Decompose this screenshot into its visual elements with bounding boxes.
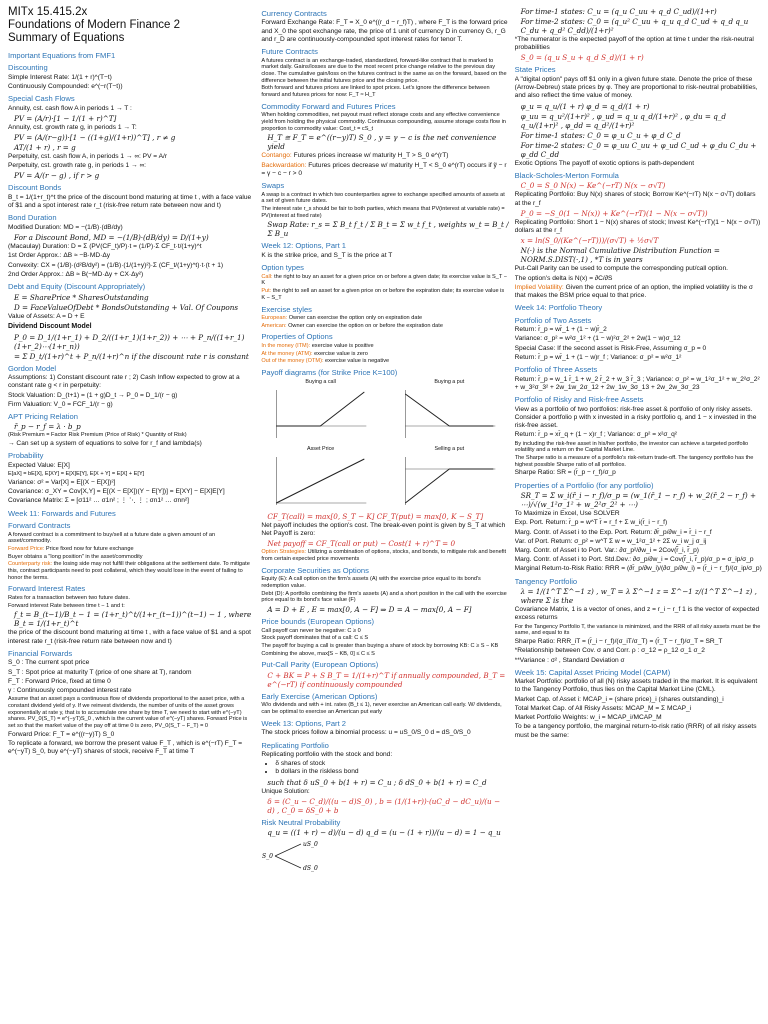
section-heading: Week 15: Capital Asset Pricing Model (CAPM) (514, 667, 671, 677)
section-heading: Discounting (8, 63, 48, 73)
text-line: Replicating portfolio with the stock and bond: (261, 751, 393, 759)
payoff-line (405, 394, 493, 426)
bullet-item: • b dollars in the riskless bond (275, 768, 508, 776)
text-line: Marg. Contr. of Asset i to the Exp. Port. Return: ∂r̄_p/∂w_i = r̄_i − r_f (514, 528, 712, 536)
text-line: Value of Assets: A = D + E (8, 312, 85, 320)
payoff-line (277, 459, 365, 503)
text-line: F_T : Forward Price, fixed at time 0 (8, 677, 111, 685)
bullet-item: • δ shares of stock (275, 760, 508, 768)
formula-line: PV = (A/r)·[1 − 1/(1 + r)^T] (14, 113, 117, 123)
text-line: S_0 : The current spot price (8, 659, 90, 667)
text-line: The stock prices follow a binomial process: u = uS_0/S_0 d = dS_0/S_0 (261, 729, 471, 737)
note-text: For the Tangency Portfolio T, the variance is minimized, and the RRR of all risky assets must be the same, and equal to its (514, 623, 761, 637)
section-heading: Put-Call Parity (European Options) (261, 660, 379, 670)
section-heading: Week 11: Forwards and Futures (8, 508, 116, 518)
text-line: Annuity, cst. growth rate g, in periods 1 → T: (8, 123, 137, 131)
note-text: Forward Price: Price fixed now for future exchange (8, 545, 134, 552)
text-line: Return: r̄_p = w_1 r̄_1 + w_2 r̄_2 + w_3 r̄_3 ; Variance: σ_p² = w_1²σ_1² + w_2²σ_2² + w_3²σ_3² + 2w_1w_2σ_12 + 2w_1w_3σ_13 + 2w_2w_3σ_23 (514, 375, 760, 391)
text-line: Sharpe Ratio: SR = (r̄_p − r_f)/σ_p (514, 469, 616, 477)
text-line: Implied Volatility: Given the current price of an option, the implied volatility is the σ that makes the BSM price equal to that price. (514, 283, 753, 300)
title-line-1: MITx 15.415.2x (8, 6, 88, 18)
text-line: Variance: σ² = Var[X] = E[(X − E[X])²] (8, 478, 116, 486)
text-line: *The numerator is the expected payoff of the option at time t under the risk-neutral probabilities (514, 36, 754, 52)
formula-line: For time-2 states: C_0 = (q_u² C_uu + q_u q_d C_ud + q_d q_u C_du + q_d² C_dd)/(1+r)² (520, 17, 749, 35)
text-line: B_t = 1/(1+r_t)^t the price of the discount bond maturing at time t , with a face value of $1 and a spot interest rate r_t (risk-free return rate between now and t) (8, 193, 252, 210)
section-heading: Debt and Equity (Discount Appropriately) (8, 282, 146, 292)
section-heading: Swaps (261, 181, 285, 191)
diagram-caption: Selling a put (434, 446, 465, 453)
text-line: *Relationship between Cov. σ and Corr. ρ : σ_12 = ρ_12 σ_1 σ_2 (514, 647, 705, 655)
binomial-tree (261, 838, 508, 874)
note-text: Option Strategies: Utilizing a combination of options, stocks, and bonds, to mitigate risk and benefit from certain expected price movements (261, 549, 507, 563)
note-text: Combining the above, max[S − KB, 0] ≤ C ≤ S (261, 650, 375, 657)
formula-line: D = FaceValueOfDebt * BondsOutstanding + Val. Of Coupons (14, 302, 239, 312)
formula-line: q_u = ((1 + r) − d)/(u − d) q_d = (u − (1 + r))/(u − d) = 1 − q_u (267, 828, 501, 838)
note-text: Out of the money (OTM): exercise value is negative (261, 358, 390, 365)
section-heading: Week 14: Portfolio Theory (514, 303, 603, 313)
tree-up-label: uS_0 (303, 841, 319, 849)
section-heading: Important Equations from FMF1 (8, 50, 116, 60)
text-line: Perpetuity, cst. cash flow A, in periods 1 → ∞: PV = A/r (8, 153, 168, 161)
text-line: Return: r̄_p = xr̄_q + (1 − x)r_f ; Variance: σ_p² = x²σ_q² (514, 431, 677, 439)
payoff-diagram-buy-call (261, 379, 380, 442)
text-line: Backwardation: Futures prices decrease w/ maturity H_T < S_0 e^(rT) occurs if ỹ − r = γ − c − r > 0 (261, 161, 507, 177)
formula-line: PV = A/(r − g) , if r > g (14, 171, 100, 181)
text-line: Convexity: CX = (1/B)·(d²B/dy²) = (1/B)·(1/(1+y)²)·Σ (CF_t/(1+y)^t)·t·(t + 1) (8, 261, 224, 269)
payoff-diagrams (261, 379, 508, 509)
section-heading: Price bounds (European Options) (261, 617, 375, 627)
text-line: To replicate a forward, we borrow the present value F_T , which is e^(−rT) F_T = e^(−yT) S_0, buy e^(−yT) shares of stock, receive F_T at time T (8, 739, 243, 756)
text-line: Firm Valuation: V_0 = FCF_1/(r − g) (8, 400, 113, 408)
section-heading: Early Exercise (American Options) (261, 691, 378, 701)
tree-down-label: dS_0 (303, 865, 319, 873)
section-heading: Currency Contracts (261, 9, 327, 18)
sell-put-plot (390, 453, 509, 509)
formula-line: A = D + E , E = max[0, A − F] ⇒ D = A − max[0, A − F] (267, 605, 472, 615)
note-text: Call: the right to buy an asset for a given price on or before a given date; its exercise value is S_T − K (261, 273, 508, 287)
note-text: The Sharpe ratio is a measure of a portfolio's risk-return trade-off. The tangency portfolio has the highest possible Sharpe ratio of all portfolios. (514, 454, 754, 468)
note-text: Both forward and futures prices are linked to spot prices. Let's ignore the difference between forward and futures prices for now: F_T ≈ H_T (261, 85, 490, 99)
note-text: A futures contract is an exchange-traded, standardized, forward-like contract that is marked to market daily. Gains/losses are due to the most recent price change relative to the previous day close. The cumulative gain/loss on the futures contract is the same as on the forward, based on the difference between the initial futures price and the closing price. (261, 57, 507, 84)
note-text: The interest rate r_s should be fair to both parties, which means that PV(interest at variable rate) = PV(interest at fixed rate) (261, 206, 505, 219)
text-line: Variance: σ_p² = w²σ_1² + (1 − w)²σ_2² + 2w(1 − w)σ_12 (514, 335, 681, 343)
text-line: Unique Solution: (261, 787, 310, 795)
section-heading: Gordon Model (8, 363, 57, 373)
title-line-3: Summary of Equations (8, 31, 125, 44)
text-line: To be a tangency portfolio, the marginal return-to-risk ratio (RRR) of all risky assets must be the same: (514, 723, 757, 739)
formula-line: δ = (C_u − C_d)/((u − d)S_0) , b = (1/(1+r))·(uC_d − dC_u)/(u − d) , C_0 = δS_0 + b (267, 796, 500, 815)
section-heading: Option types (261, 263, 304, 273)
text-line: K is the strike price, and S_T is the price at T (261, 251, 393, 259)
note-text: Forward interest Rate between time t − 1 and t: (8, 602, 125, 609)
text-line: Perpetuity, cst. growth rate g, in periods 1 → ∞: (8, 162, 146, 170)
section-heading: Commodity Forward and Futures Prices (261, 101, 396, 111)
section-heading: Portfolio of Two Assets (514, 315, 592, 325)
text-line: Sharpe Ratio: RRR_iT = (r̄_i − r_f)/(σ_iT/σ_T) = (r̄_T − r_f)/σ_T = SR_T (514, 638, 723, 646)
diagram-caption: Buying a call (305, 379, 336, 386)
formula-line: φ_u = q_u/(1 + r) φ_d = q_d/(1 + r) (520, 101, 650, 111)
note-text: The payoff for buying a call is greater than buying a share of stock by borrowing KB: C ≥ S − KB (261, 643, 499, 650)
note-text: Buyer obtains a "long position" in the asset/commodity (8, 553, 143, 560)
asset-plot (261, 453, 380, 509)
note-text: Equity (E): A call option on the firm's assets (A) with the exercise price equal to its bond's redemption value. (261, 576, 481, 590)
text-line: Exotic Options The payoff of exotic options is path-dependent (514, 159, 695, 167)
text-line: Marginal Return-to-Risk Ratio: RRR = (∂r̄_p/∂w_i)/(∂σ_p/∂w_i) = (r̄_i − r_f)/(σ_ip/σ_p) (514, 565, 762, 573)
text-line: 1st Order Approx.: ΔB ≈ −B·MD·Δy (8, 252, 111, 260)
text-line: Assumptions: 1) Constant discount rate r ; 2) Cash Inflow expected to grow at a constant rate g < r in perpetuity: (8, 374, 240, 390)
section-heading: Risk Neutral Probability (261, 817, 341, 827)
text-line: Replicating Portfolio: Buy N(x) shares of stock; Borrow Ke^(−rT) N(x − σ√T) dollars at the r_f (514, 191, 756, 207)
section-heading: Portfolio of Three Assets (514, 365, 598, 375)
section-heading: Tangency Portfolio (514, 576, 578, 586)
text-line: (Macaulay) Duration: D = Σ (PV(CF_t)/P)·t = (1/P)·Σ CF_t·t/(1+y)^t (8, 243, 202, 251)
note-text: Counterparty risk: the losing side may not fulfill their obligations at the settlement date. To mitigate this, contract participants need to post collateral, which they would lose in the event of failing to honor the terms. (8, 561, 250, 581)
formula-line: C + BK = P + S B_T = 1/(1+r)^T if annually compounded, B_T = e^(−rT) if continuously compounded (267, 670, 506, 689)
text-line: Replicating Portfolio: Short 1 − N(x) shares of stock; Invest Ke^(−rT)(1 − N(x − σ√T)) dollars at the r_f (514, 218, 761, 235)
formula-line: Net payoff = CF_T(call or put) − Cost(1 + r)^T = 0 (267, 539, 456, 549)
section-heading: Special Cash Flows (8, 94, 75, 104)
note-text: Debt (D): A portfolio combining the firm's assets (A) and a short position in the call with the exercise price equal to its bond's face value (F) (261, 590, 507, 604)
text-line: Annuity, cst. cash flow A in periods 1 → T : (8, 104, 132, 112)
formula-line: f_t = B_(t−1)/B_t − 1 = (1+r_t)^t/(1+r_(t−1))^(t−1) − 1 , where B_t = 1/(1+r_t)^t (14, 610, 252, 629)
text-line: Covariance Matrix: Σ = [σ11² … σ1n² ; ⋮ ⋱ ⋮ ; σn1² … σnn²] (8, 497, 189, 505)
text-line: Continuously Compounded: e^(−r(T−t)) (8, 82, 123, 90)
note-text: A swap is a contract in which two counterparties agree to exchange specified amounts of assets at a set of given future dates. (261, 191, 505, 205)
formula-line: φ_uu = q_u²/(1+r)² , φ_ud = q_u q_d/(1+r)² , φ_du = q_d q_u/(1+r)² , φ_dd = q_d²/(1+r)² (520, 111, 727, 130)
formula-line: For time-1 states: C_u = (q_u C_uu + q_d C_ud)/(1+r) (520, 7, 717, 16)
text-line: The option's delta is N(x) = ∂C/∂S (514, 274, 613, 282)
text-line: Covariance: σ_XY = Cov[X,Y] = E[(X − E[X])(Y − E[Y])] = E[XY] − E[X]E[Y] (8, 488, 225, 496)
section-heading: Exercise styles (261, 304, 312, 314)
note-text: At the money (ATM): exercise value is zero (261, 350, 368, 357)
text-line: Put-Call Parity can be used to compute the corresponding put/call option. (514, 265, 728, 273)
text-line: Stock Valuation: D_(t+1) = (1 + g)D_t → P_0 = D_1/(r − g) (8, 391, 178, 399)
column-left (8, 6, 255, 1024)
section-heading: Bond Duration (8, 213, 57, 223)
diagram-caption: Buying a put (434, 379, 465, 386)
formula-line: For time-1 states: C_0 = φ_u C_u + φ_d C_d (520, 130, 681, 140)
text-line: Market Portfolio: portfolio of all (N) risky assets traded in the market. It is equivalent to the Tangency Portfolio, thus lies on the Capital Market Line (CML). (514, 678, 758, 694)
section-heading: Forward Contracts (8, 521, 71, 531)
text-line: **Variance : σ² , Standard Deviation σ (514, 656, 625, 664)
payoff-line (405, 469, 493, 503)
text-line: Market Cap. of Asset i: MCAP_i = (share price)_i (shares outstanding)_i (514, 695, 724, 703)
text-line: S_T : Spot price at maturity T (price of one share at T), random (8, 668, 192, 676)
text-line: A "digital option" pays off $1 only in a given future state. Denote the price of these (Arrow-Debreu) state prices by φ. They are proportional to risk-neutral probabilities, and also reflect the time value of money. (514, 75, 758, 100)
text-line: Marg. Contr. of Asset i to Port. Var.: ∂σ_p²/∂w_i = 2Cov(r̃_i, r̃_p) (514, 547, 700, 554)
note-text: Stock payoff dominates that of a call: C ≤ S (261, 635, 369, 642)
payoff-diagram-buy-put (390, 379, 509, 442)
section-heading: Discount Bonds (8, 183, 62, 193)
formula-line: For a Discount Bond, MD = −(1/B)·(dB/dy) = D/(1+y) (14, 233, 209, 243)
note-text: In the money (ITM): exercise value is positive (261, 342, 374, 349)
payoff-line (277, 392, 365, 426)
title-line-2: Foundations of Modern Finance 2 (8, 18, 180, 31)
column-middle (261, 6, 508, 1024)
formula-line: PV = (A/(r−g))·[1 − ((1+g)/(1+r))^T] , r ≠ g (14, 133, 176, 143)
section-heading: Corporate Securities as Options (261, 565, 369, 575)
text-line: Forward Price: F_T = e^((r−y)T) S_0 (8, 730, 115, 738)
payoff-diagram-asset (261, 446, 380, 509)
text-line: Simple Interest Rate: 1/(1 + r)^(T−t) (8, 73, 112, 81)
section-heading: Week 13: Options, Part 2 (261, 718, 347, 728)
section-heading: Black-Scholes-Merton Formula (514, 170, 619, 180)
formula-line: x = ln(S_0/(Ke^(−rT)))/(σ√T) + ½σ√T (520, 236, 659, 246)
section-heading: Financial Forwards (8, 648, 73, 658)
section-heading: Properties of a Portfolio (for any portfolio) (514, 480, 654, 490)
note-text: Put: the right to sell an asset for a given price on or before the expiration date; its exercise value is K − S_T (261, 288, 505, 301)
formula-line: H_T ≅ F_T = e^((r−y)T) S_0 , y = γ − c is the net convenience yield (267, 133, 497, 152)
formula-line: = Σ D_t/(1+r)^t + P_n/(1+r)^n if the discount rate r is constant (14, 351, 249, 361)
formula-line: E = SharePrice * SharesOutstanding (14, 292, 149, 302)
text-line: To Maximize in Excel, Use SOLVER (514, 510, 620, 518)
text-line: Total Market Cap. of All Risky Assets: MCAP_M = Σ MCAP_i (514, 704, 692, 712)
section-heading: State Prices (514, 65, 556, 75)
text-line: View as a portfolio of two portfolios: risk-free asset & portfolio of only risky assets. Consider a portfolio p with x invested in a risky portfolio q, and 1 − x invested in the risk-free asset. (514, 405, 757, 430)
formula-line: CF_T(call) = max[0, S_T − K] CF_T(put) = max[0, K − S_T] (267, 511, 484, 521)
text-line: Return: r̄_p = wr̄_1 + (1 − w)r̄_2 (514, 326, 607, 334)
section-heading: Payoff diagrams (for Strike Price K=100) (261, 367, 398, 377)
formula-line: λ = 1/(1^T Σ^−1 z) , w_T = λ Σ^−1 z = Σ^−1 z/(1^T Σ^−1 z) , where Σ is the (520, 587, 757, 606)
bullet-list (261, 760, 508, 776)
section-heading: Probability (8, 451, 44, 461)
section-heading: Week 12: Options, Part 1 (261, 241, 347, 251)
note-text: Rates for a transaction between two future dates. (8, 594, 130, 601)
formula-line: AT/(1 + r) , r = g (14, 143, 76, 153)
binomial-tree-svg (261, 838, 321, 874)
text-line: γ : Continuously compounded interest rate (8, 686, 132, 694)
text-line: Expected Value: E[X] (8, 461, 70, 469)
note-text: Call payoff can never be negative: C ≥ 0 (261, 627, 361, 634)
text-line: 2nd Order Approx.: ΔB ≈ B(−MD·Δy + CX·Δy²) (8, 270, 144, 278)
section-heading: Forward Interest Rates (8, 584, 86, 594)
text-line: → Can set up a system of equations to solve for r_f and lambda(s) (8, 440, 202, 448)
text-line: Forward Exchange Rate: F_T = X_0 e^((r_d − r_f)T) , where F_T is the forward price and X_0 the spot exchange rate, the price of 1 unit of currency D in currency G, r_G and r_D are continuously-compounded spot interest rates for tenor T. (261, 19, 508, 43)
text-line: Marg. Contr. of Asset i to Port. Std.Dev.: ∂σ_p/∂w_i = Cov(r̃_i, r̃_p)/σ_p = σ_ip/σ_p (514, 556, 754, 564)
text-line: Covariance Matrix, 1 is a vector of ones, and z = r_i − r_f 1 is the vector of expected excess returns (514, 606, 760, 622)
note-text: (Risk Premium = Factor Risk Premium (Price of Risk) * Quantity of Risk) (8, 432, 187, 439)
column-right (515, 6, 762, 1024)
text-line: Modified Duration: MD = −(1/B)·(dB/dy) (8, 223, 123, 231)
note-text: By including the risk-free asset in his/her portfolio, the investor can achieve a targeted portfolio volatility and a return on the Capital Market Line. (514, 440, 749, 454)
buy-put-plot (390, 386, 509, 442)
note-text: E[aX] = bE[X], E[XY] = E[X]E[Y], E[X + Y] = E[X] + E[Y] (8, 471, 145, 478)
formula-line: For time-2 states: C_0 = φ_uu C_uu + φ_ud C_ud + φ_du C_du + φ_dd C_dd (520, 140, 757, 159)
section-heading: Properties of Options (261, 332, 333, 342)
text-line: Exp. Port. Return: r̄_p = w^T r̄ = r_f + Σ w_i(r̄_i − r_f) (514, 519, 668, 527)
tree-root-label: S_0 (262, 853, 274, 861)
text-line: the price of the discount bond maturing at time t , with a face value of $1 and a spot interest rate r_t (risk-free return rate between now and t) (8, 629, 252, 645)
note-text: American: Owner can exercise the option on or before the expiration date (261, 322, 443, 329)
diagram-caption: Asset Price (307, 446, 335, 453)
formula-line: N(·) is the Normal Cumulative Distribution Function = NORM.S.DIST(·,1) , *T is in years (520, 246, 720, 265)
formula-line: C_0 = S_0 N(x) − Ke^(−rT) N(x − σ√T) (520, 181, 666, 191)
section-heading: Portfolio of Risky and Risk-free Assets (514, 395, 644, 405)
text-line: Market Portfolio Weights: w_i = MCAP_i/MCAP_M (514, 714, 662, 722)
formula-line: such that δ uS_0 + b(1 + r) = C_u ; δ dS_0 + b(1 + r) = C_d (267, 777, 487, 787)
formula-line: P_0 = −S_0(1 − N(x)) + Ke^(−rT)(1 − N(x − σ√T)) (520, 208, 708, 218)
text-line: Var. of Port. Return: σ_p² = w^T Σ w = w_1²σ_1² + 2Σ w_i w_j σ_ij (514, 537, 707, 545)
text-line: Contango: Futures prices increase w/ maturity H_T > S_0 e^(rT) (261, 152, 449, 160)
section-heading: APT Pricing Relation (8, 411, 78, 421)
text-line: Net payoff includes the option's cost. The break-even point is given by S_T at which Net Payoff is zero: (261, 521, 506, 538)
subsection-heading: Dividend Discount Model (8, 322, 92, 330)
text-line: Special Case: If the second asset is Risk-Free, Assuming σ_p = 0 (514, 344, 707, 352)
note-text: Assume that an asset pays a continuous flow of dividends proportional to the asset price, with a constant dividend yield of y. If we reinvest dividends, the number of units of the asset grows exponentially at rate y, that is to accumulate one share by time T, we need to start with e^(−yT) shares. PV_0(S_T) = e^(−yT)S_0 , which is the current value of e^(−yT) shares. Forward Price is set so that the market value of the pay off at time 0 is zero, PV_0(S_T − F_T) = 0 (8, 696, 248, 730)
note-text: W/o dividends and with + int. rates (B_t ≤ 1), never exercise an American call early. W/ dividends, can be optimal to exercise an American put early (261, 702, 502, 716)
formula-line: SR_T = Σ w_i(r̄_i − r_f)/σ_p = (w_1(r̄_1 − r_f) + w_2(r̄_2 − r_f) + ⋯)/√(w_1²σ_1² + w_2²σ_2² + ⋯) (520, 491, 757, 510)
formula-line: P_0 = D_1/(1+r_1) + D_2/((1+r_1)(1+r_2)) + ⋯ + P_n/((1+r_1)(1+r_2)⋯(1+r_n)) (14, 332, 245, 351)
section-heading: Replicating Portfolio (261, 740, 329, 750)
note-text: When holding commodities, net payout must reflect storage costs and any effective convenience yield from holding the physical commodity. Continuous compounding, assume storage costs flow in proportion to commodity value: Cost_t = cS_t (261, 112, 506, 132)
note-text: A forward contract is a commitment to buy/sell at a future date a given amount of an asset/commodity. (8, 531, 216, 545)
formula-line: r̄_p − r_f = λ · b_p (14, 422, 81, 432)
text-line: Return: r̄_p = wr̄_1 + (1 − w)r_f ; Variance: σ_p² = w²σ_1² (514, 353, 682, 361)
note-text: European: Owner can exercise the option only on expiration date (261, 314, 423, 321)
section-heading: Future Contracts (261, 47, 318, 57)
document-title (8, 6, 255, 45)
formula-line: S_0 = (q_u S_u + q_d S_d)/(1 + r) (520, 53, 644, 63)
formula-line: Swap Rate: r_s = Σ B_t f_t / Σ B_t = Σ w_t f_t , weights w_t = B_t / Σ B_u (267, 220, 509, 239)
payoff-diagram-sell-put (390, 446, 509, 509)
buy-call-plot (261, 386, 380, 442)
